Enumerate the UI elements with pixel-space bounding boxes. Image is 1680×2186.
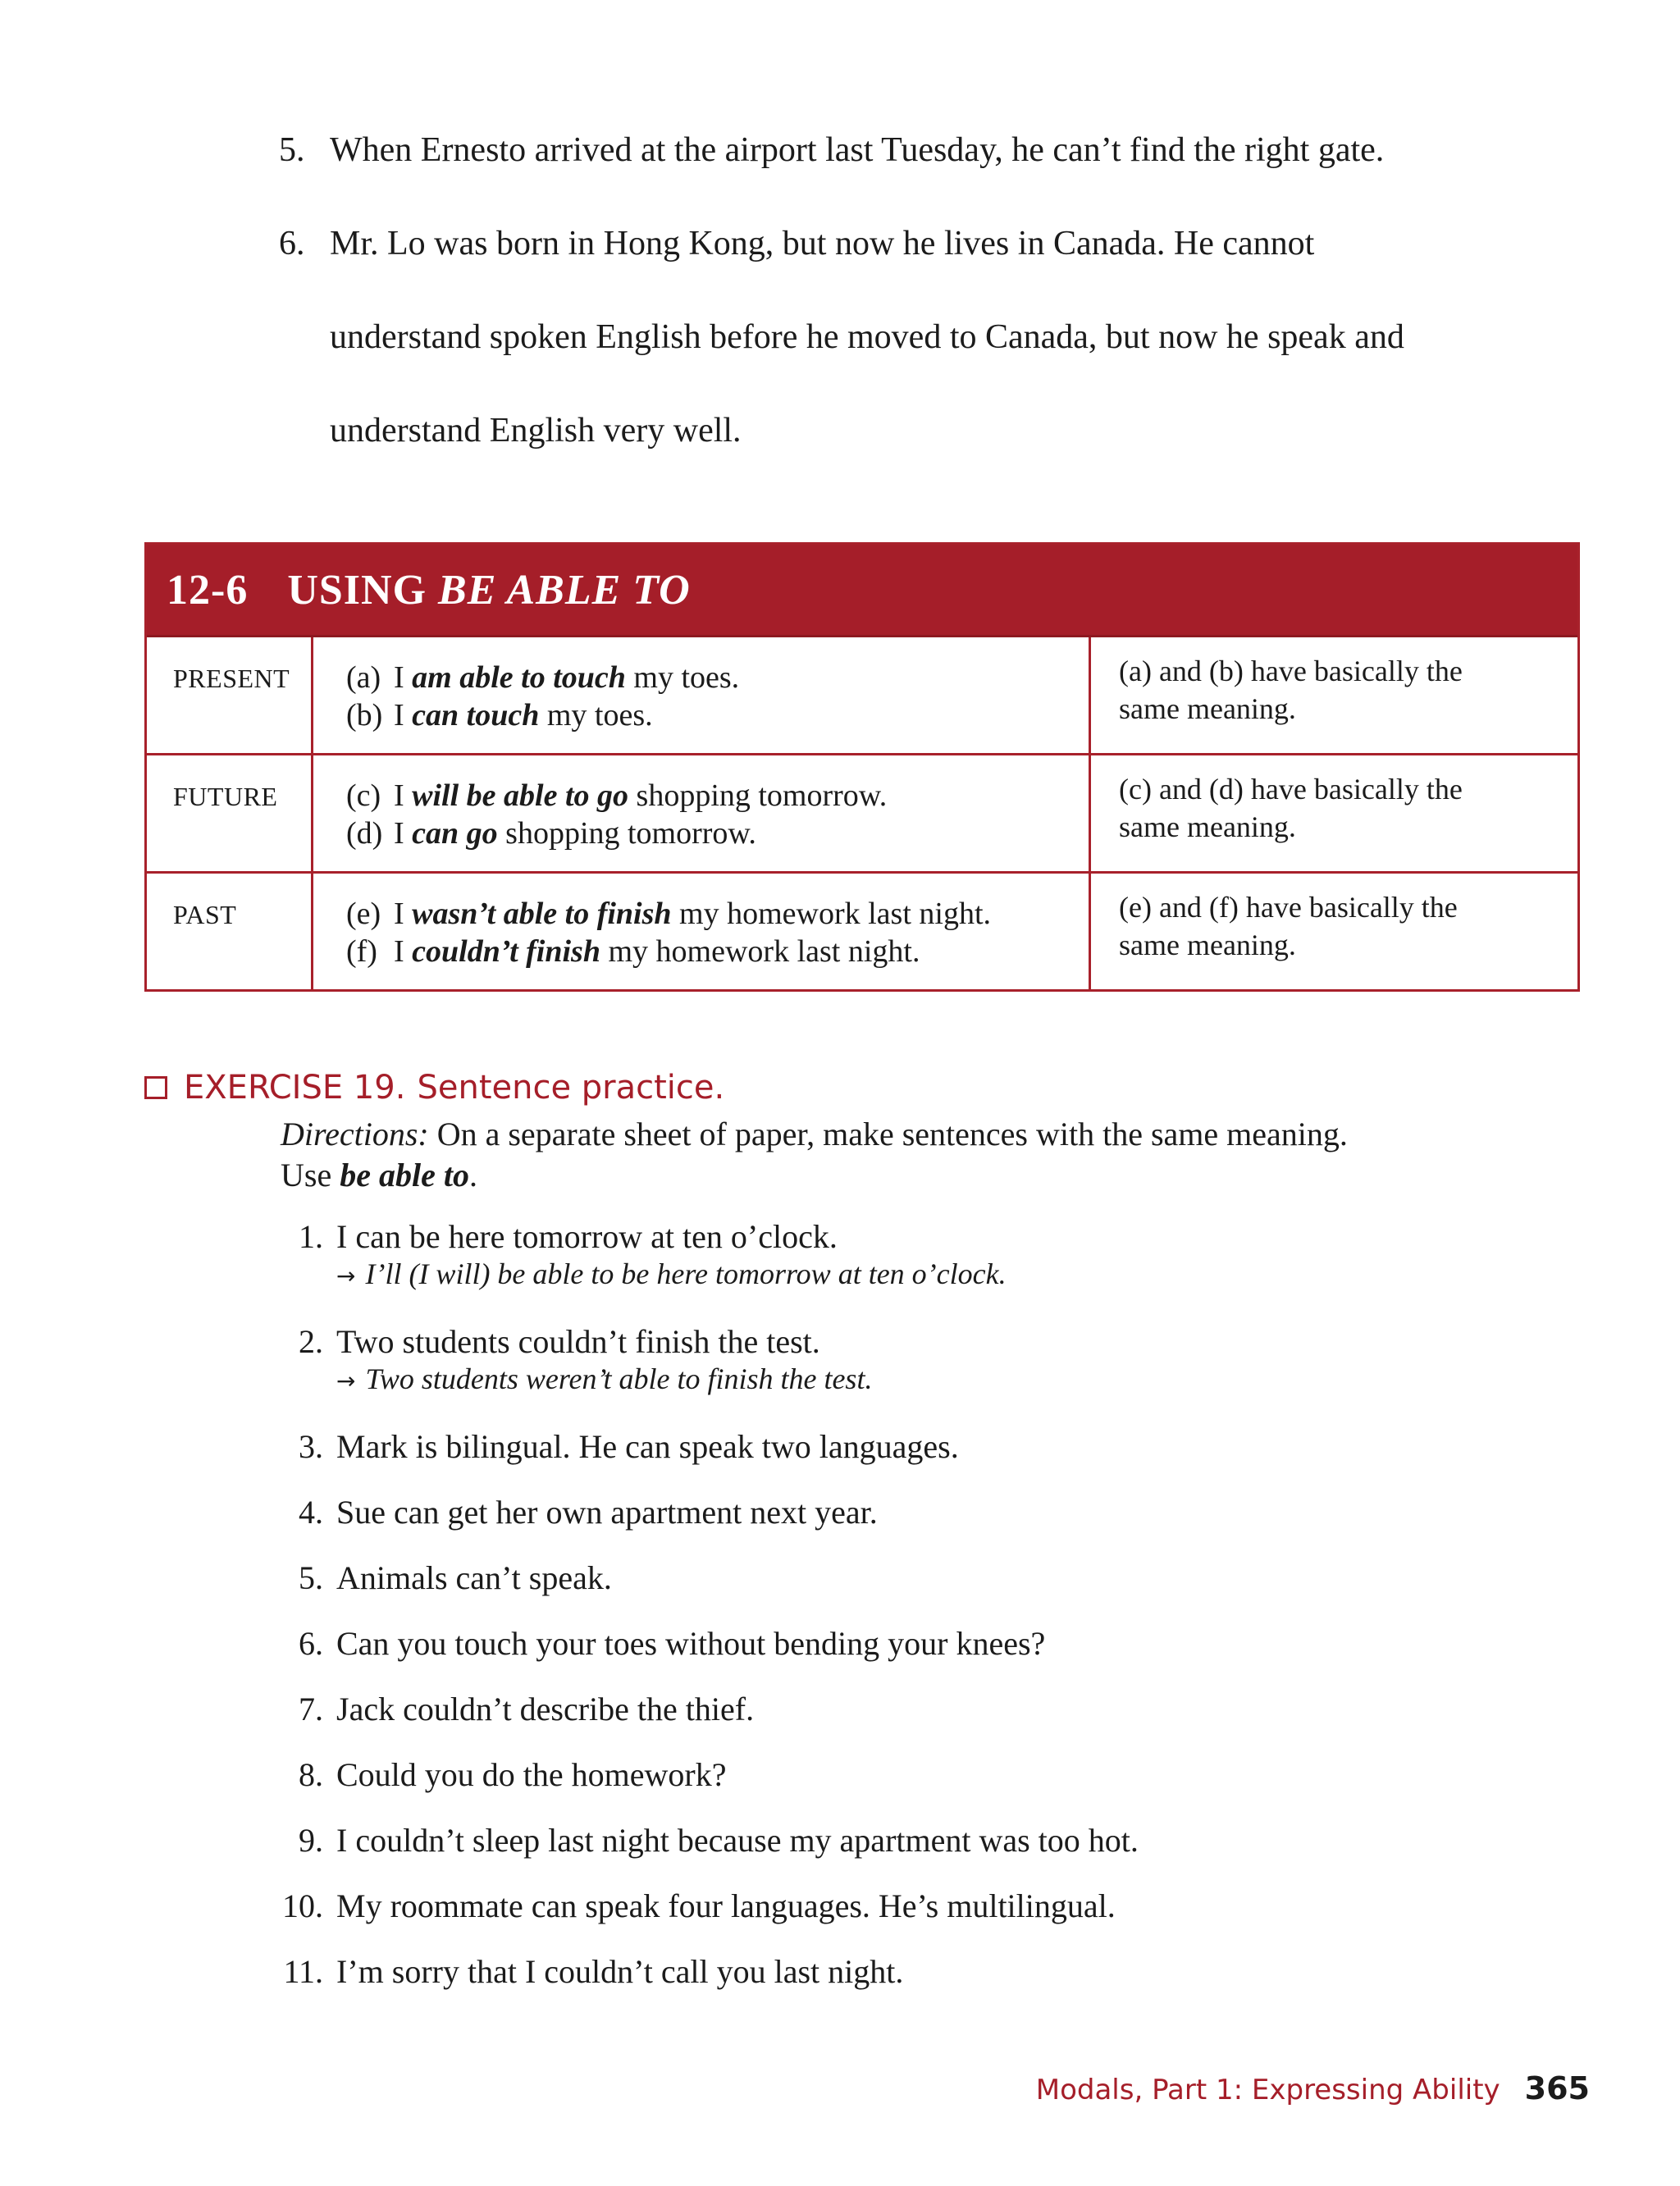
example-emphasis: can touch [412, 698, 540, 732]
item-text-line: understand English very well. [330, 412, 742, 450]
directions-emphasis: be able to [340, 1157, 469, 1193]
example-text: my toes. [539, 698, 653, 732]
answer-text: Two students weren’t able to finish the test. [365, 1362, 873, 1395]
item-number: 11. [283, 1953, 323, 1990]
exercise-item [276, 1493, 878, 1531]
example-text: I [394, 897, 413, 931]
item-text [330, 197, 1559, 477]
example-emphasis: am able to touch [412, 660, 626, 695]
exercise-item [276, 1217, 838, 1256]
grammar-chart-row [147, 637, 1577, 753]
item-text: I can be here tomorrow at ten o’clock. [336, 1218, 838, 1255]
example-sentence [346, 933, 1089, 970]
explanation-line: (c) and (d) have basically the [1119, 773, 1463, 805]
example-text: I [394, 698, 413, 732]
explanation-line: same meaning. [1119, 929, 1296, 961]
checkbox-icon[interactable] [144, 1076, 167, 1099]
example-emphasis: can go [412, 816, 498, 851]
item-text-line: When Ernesto arrived at the airport last Tuesday, he can’t find the right gate. [330, 131, 1385, 169]
grammar-chart-row [147, 753, 1577, 871]
item-text: Animals can’t speak. [336, 1559, 612, 1596]
example-text: I [394, 778, 413, 813]
example-sentence [346, 895, 1089, 933]
item-number: 6. [279, 225, 305, 262]
explanation-cell [1091, 755, 1577, 871]
item-number: 8. [299, 1756, 323, 1793]
example-tag: (b) [346, 698, 383, 732]
exercise-label: EXERCISE 19. [184, 1069, 406, 1107]
explanation-line: same meaning. [1119, 810, 1296, 843]
explanation-cell [1091, 637, 1577, 753]
example-emphasis: couldn’t finish [412, 934, 600, 969]
example-sentence [346, 815, 1089, 852]
item-number: 9. [299, 1822, 323, 1859]
item-number: 5. [299, 1559, 323, 1596]
example-text: I [394, 660, 413, 695]
example-answer [336, 1257, 1007, 1291]
exercise-item [276, 1624, 1045, 1663]
item-number: 4. [299, 1494, 323, 1531]
item-text: I couldn’t sleep last night because my apartment was too hot. [336, 1822, 1139, 1859]
exercise-item [276, 1558, 612, 1597]
item-text: Can you touch your toes without bending your knees? [336, 1625, 1046, 1662]
example-text: I [394, 934, 413, 969]
item-text: Could you do the homework? [336, 1756, 727, 1793]
directions-label: Directions: [281, 1116, 429, 1152]
explanation-cell [1091, 874, 1577, 989]
grammar-chart-body [147, 637, 1577, 989]
item-number: 7. [299, 1691, 323, 1727]
explanation-line: same meaning. [1119, 692, 1296, 725]
example-tag: (d) [346, 816, 383, 851]
item-number: 5. [279, 131, 305, 169]
previous-exercise-items [279, 103, 1559, 477]
exercise-heading [144, 1069, 724, 1107]
explanation-line: (a) and (b) have basically the [1119, 655, 1463, 687]
page-footer [1036, 2070, 1590, 2106]
directions-text: Use [281, 1157, 340, 1193]
exercise-item [276, 1690, 754, 1728]
example-text: my homework last night. [600, 934, 920, 969]
example-tag: (e) [346, 897, 381, 931]
item-text: Mark is bilingual. He can speak two languages. [336, 1428, 959, 1465]
example-sentence [346, 777, 1089, 815]
example-tag: (f) [346, 934, 377, 969]
example-cell [313, 755, 1091, 871]
item-number: 10. [282, 1887, 323, 1924]
arrow-right-icon: → [336, 1367, 356, 1394]
previous-exercise-item [279, 197, 1559, 477]
item-text: Sue can get her own apartment next year. [336, 1494, 878, 1531]
exercise-item [276, 1427, 959, 1466]
example-text: my toes. [625, 660, 740, 695]
example-emphasis: will be able to go [412, 778, 629, 813]
item-text: Jack couldn’t describe the thief. [336, 1691, 755, 1727]
tense-label: PRESENT [147, 637, 313, 753]
grammar-chart-header [147, 545, 1577, 637]
example-text: my homework last night. [671, 897, 992, 931]
item-text-line: understand spoken English before he moved to Canada, but now he speak and [330, 318, 1404, 356]
answer-text: I’ll (I will) be able to be here tomorrow at ten o’clock. [365, 1257, 1007, 1290]
exercise-item [276, 1322, 820, 1361]
example-answer [336, 1362, 872, 1396]
example-cell [313, 874, 1091, 989]
exercise-item [276, 1952, 903, 1991]
example-sentence [346, 696, 1089, 734]
tense-label: FUTURE [147, 755, 313, 871]
exercise-directions [281, 1114, 1593, 1196]
chart-title-italic: BE ABLE TO [438, 566, 691, 614]
exercise-item [276, 1755, 727, 1794]
example-text: I [394, 816, 413, 851]
directions-text: On a separate sheet of paper, make sentences with the same meaning. [428, 1116, 1348, 1152]
chart-code: 12-6 [167, 566, 249, 614]
item-number: 3. [299, 1428, 323, 1465]
exercise-title: Sentence practice. [417, 1069, 725, 1107]
item-text: Two students couldn’t finish the test. [336, 1323, 820, 1360]
exercise-item [276, 1821, 1139, 1860]
arrow-right-icon: → [336, 1262, 356, 1289]
example-sentence [346, 659, 1089, 696]
page-number: 365 [1524, 2070, 1590, 2106]
item-number: 6. [299, 1625, 323, 1662]
chapter-title: Modals, Part 1: Expressing Ability [1035, 2074, 1500, 2106]
chart-title: USING [287, 566, 427, 614]
explanation-line: (e) and (f) have basically the [1119, 891, 1458, 924]
item-text [330, 103, 1559, 197]
example-text: shopping tomorrow. [497, 816, 756, 851]
example-text: shopping tomorrow. [628, 778, 888, 813]
example-emphasis: wasn’t able to finish [412, 897, 672, 931]
grammar-chart-row [147, 871, 1577, 989]
exercise-item [276, 1887, 1116, 1925]
item-text: I’m sorry that I couldn’t call you last night. [336, 1953, 904, 1990]
previous-exercise-item [279, 103, 1559, 197]
directions-text: . [468, 1157, 477, 1193]
item-number: 1. [299, 1218, 323, 1255]
example-tag: (a) [346, 660, 381, 695]
item-number: 2. [299, 1323, 323, 1360]
item-text-line: Mr. Lo was born in Hong Kong, but now he lives in Canada. He cannot [330, 225, 1315, 262]
tense-label: PAST [147, 874, 313, 989]
example-cell [313, 637, 1091, 753]
grammar-chart [144, 542, 1580, 992]
example-tag: (c) [346, 778, 381, 813]
item-text: My roommate can speak four languages. He’s multilingual. [336, 1887, 1116, 1924]
